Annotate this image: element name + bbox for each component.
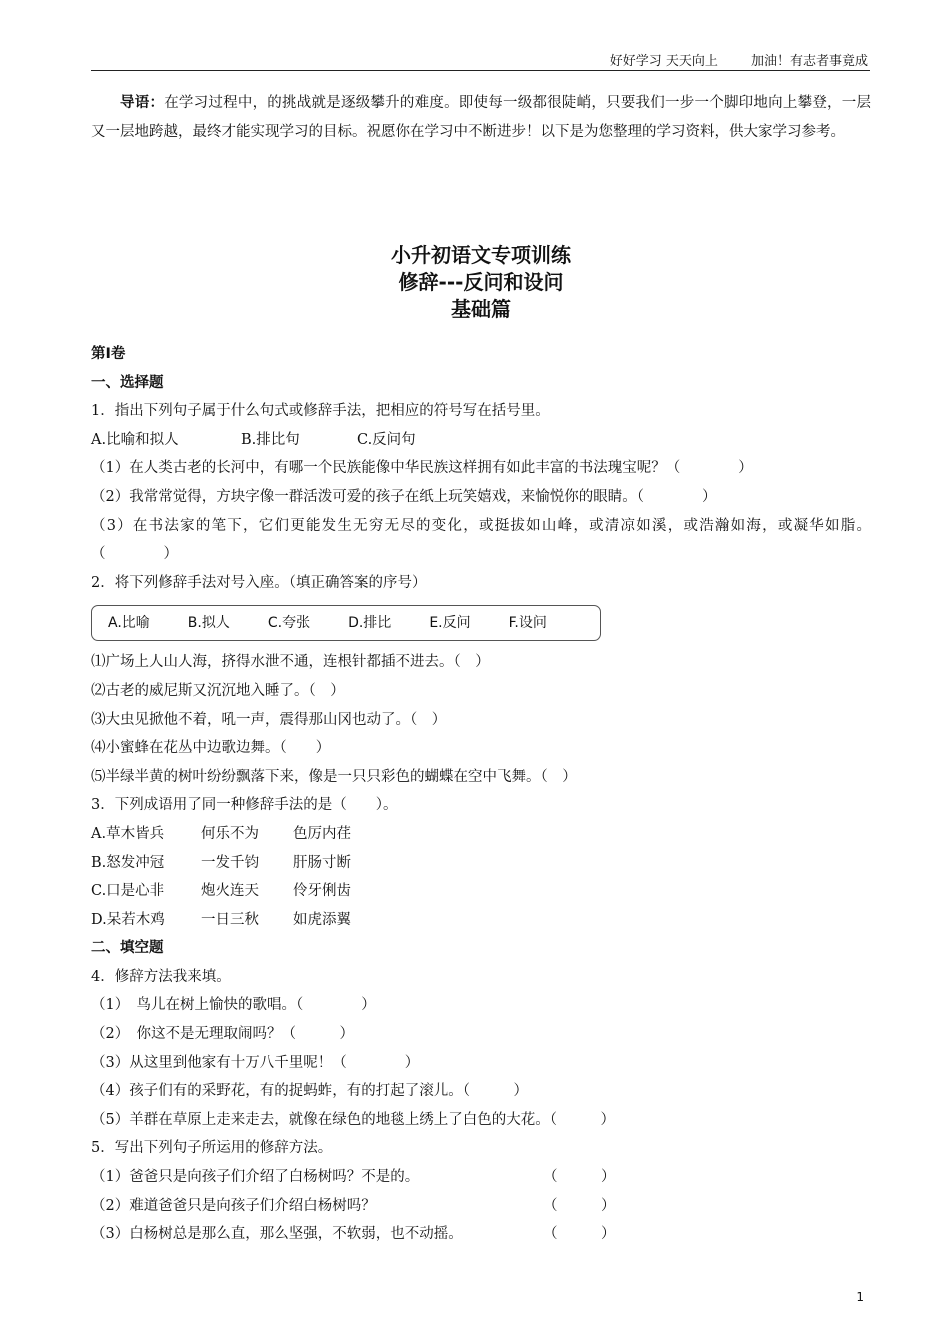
q1-options [91,426,871,455]
q3-row [91,906,871,935]
q5-item [91,1163,871,1192]
q1-stem: 1．指出下列句子属于什么句式或修辞手法，把相应的符号写在括号里。 [91,403,550,420]
intro-paragraph [91,89,871,147]
q5-item-blank: （ ） [543,1197,616,1214]
section1-heading: 一、选择题 [91,374,164,391]
q3-row [91,849,871,878]
q3-idiom: 肝肠寸断 [293,854,351,871]
header-motto-left: 好好学习 天天向上 [609,54,718,69]
q1-item: （2）我常常觉得，方块字像一群活泼可爱的孩子在纸上玩笑嬉戏，来愉悦你的眼睛。（ ） [91,488,717,505]
q5-item [91,1220,871,1249]
q2-item: ⑵古老的威尼斯又沉沉地入睡了。（ ） [91,682,345,699]
q3-idiom: A.草木皆兵 [91,825,165,842]
q4-stem: 4．修辞方法我来填。 [91,968,231,985]
header-mottos [610,50,868,69]
section2-heading: 二、填空题 [91,940,164,957]
q1-option: B.排比句 [241,431,300,448]
q3-idiom: 如虎添翼 [293,911,351,928]
q3-idiom: 伶牙俐齿 [293,883,351,900]
q4-item: （4）孩子们有的采野花，有的捉蚂蚱，有的打起了滚儿。（ ） [91,1083,528,1100]
volume-label: 第Ⅰ卷 [91,346,126,362]
page-number: 1 [856,1290,864,1304]
header-motto-right: 加油！有志者事竟成 [750,54,868,69]
q5-stem: 5．写出下列句子所运用的修辞方法。 [91,1140,333,1157]
q2-item: ⑷小蜜蜂在花丛中边歌边舞。（ ） [91,740,331,757]
q5-item-blank: （ ） [543,1169,616,1186]
q3-idiom: D.呆若木鸡 [91,911,165,928]
q3-idiom: 一发千钧 [201,854,259,871]
q4-item: （2） 你这不是无理取闹吗？（ ） [91,1026,354,1043]
q2-box-option: F.设问 [508,615,547,632]
q5-item-text: （3）白杨树总是那么直，那么坚强，不软弱，也不动摇。 [91,1226,463,1243]
q3-row [91,877,871,906]
q2-box-option: A.比喻 [108,615,150,632]
q5-item-blank: （ ） [543,1226,616,1243]
intro-label: 导语： [120,95,165,111]
q3-idiom: C.口是心非 [91,883,165,900]
q2-box-option: D.排比 [348,615,392,632]
q3-idiom: 炮火连天 [201,883,259,900]
q1-option: C.反问句 [357,431,416,448]
q2-box-option: E.反问 [429,615,471,632]
q3-stem: 3．下列成语用了同一种修辞手法的是（ ）。 [91,797,398,814]
q2-item: ⑴广场上人山人海，挤得水泄不通，连根针都插不进去。（ ） [91,654,490,671]
doc-title-line3: 基础篇 [451,297,511,321]
q1-option: A.比喻和拟人 [91,431,179,448]
doc-title-line2: 修辞---反问和设问 [398,270,564,294]
q4-item: （1） 鸟儿在树上愉快的歌唱。（ ） [91,997,376,1014]
q5-item-text: （1）爸爸只是向孩子们介绍了白杨树吗？不是的。 [91,1169,420,1186]
q2-options-box [91,605,601,641]
worksheet-content [91,340,871,1249]
q2-item: ⑶大虫见掀他不着，吼一声，震得那山冈也动了。（ ） [91,711,447,728]
q2-box-option: B.拟人 [187,615,230,632]
q3-idiom: 何乐不为 [201,825,259,842]
q2-box-option: C.夸张 [267,615,311,632]
q3-row [91,820,871,849]
intro-text: 在学习过程中，的挑战就是逐级攀升的难度。即使每一级都很陡峭，只要我们一步一个脚印地向上攀登，一层又一层地跨越，最终才能实现学习的目标。祝愿你在学习中不断进步！以下是为您整理的学习资料，供大家学习参考。 [91,95,872,140]
q4-item: （5）羊群在草原上走来走去，就像在绿色的地毯上绣上了白色的大花。（ ） [91,1111,615,1128]
doc-title-line1: 小升初语文专项训练 [391,243,571,267]
q5-item [91,1192,871,1221]
q4-item: （3）从这里到他家有十万八千里呢！（ ） [91,1054,420,1071]
q3-idiom: B.怒发冲冠 [91,854,165,871]
q3-idiom: 一日三秋 [201,911,259,928]
q5-item-text: （2）难道爸爸只是向孩子们介绍白杨树吗？ [91,1197,376,1214]
page-header [91,50,870,71]
q3-idiom: 色厉内荏 [293,825,351,842]
q1-item: （1）在人类古老的长河中，有哪一个民族能像中华民族这样拥有如此丰富的书法瑰宝呢？（ ） [91,460,753,477]
q2-stem: 2．将下列修辞手法对号入座。（填正确答案的序号） [91,574,427,591]
q1-item: （3）在书法家的笔下，它们更能发生无穷无尽的变化，或挺拔如山峰，或清凉如溪，或浩瀚如海，或凝华如脂。（ ） [91,517,871,563]
q2-item: ⑸半绿半黄的树叶纷纷飘落下来，像是一只只彩色的蝴蝶在空中飞舞。（ ） [91,768,577,785]
